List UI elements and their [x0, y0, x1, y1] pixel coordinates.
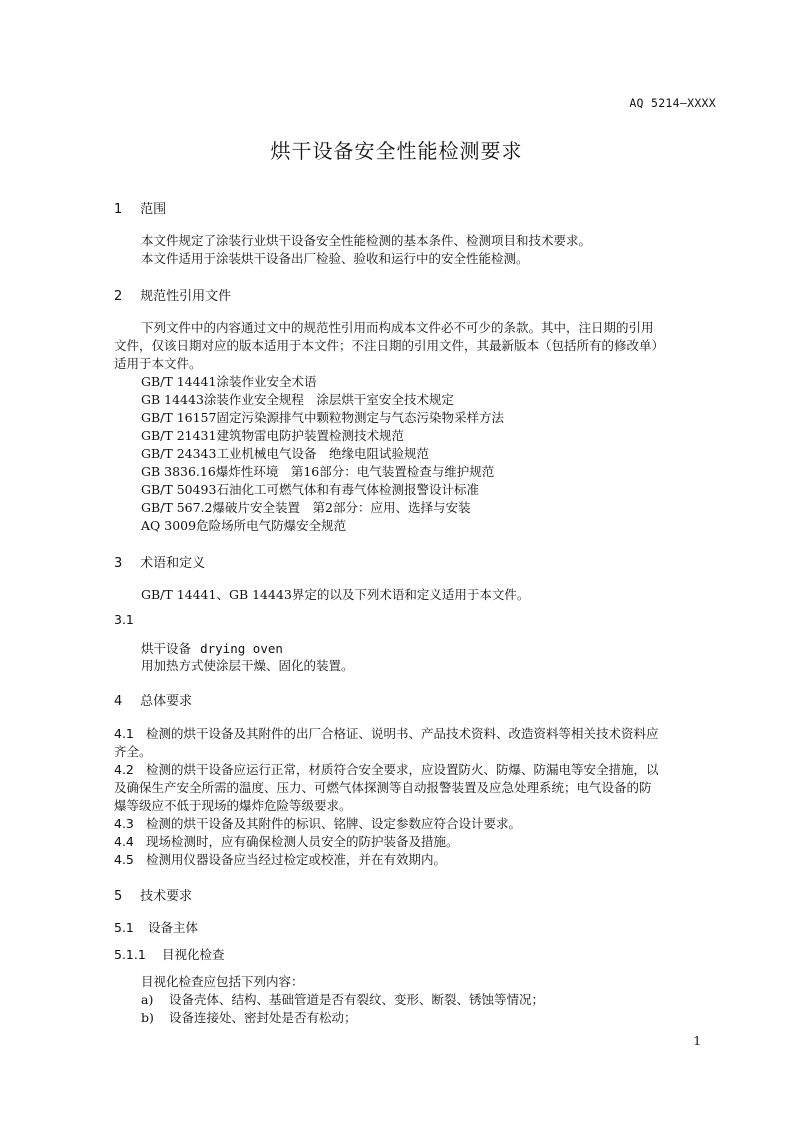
reference-item [141, 462, 494, 480]
term-definition: 用加热方式使涂层干燥、固化的装置。 [141, 658, 354, 673]
paragraph-line: 齐全。 [114, 744, 152, 759]
list-item [141, 990, 544, 1008]
section-1-heading: 1 范围 [114, 202, 167, 217]
reference-item [141, 498, 470, 516]
reference-title: 工业机械电气设备 绝缘电阻试验规范 [216, 446, 429, 461]
paragraph-line: 适用于本文件。 [114, 356, 202, 371]
term-english: drying oven [200, 641, 283, 656]
section-4-heading: 4 总体要求 [114, 694, 193, 709]
reference-code: GB 3836.16 [141, 464, 216, 479]
subsection-5-1-heading: 5.1 设备主体 [114, 920, 199, 935]
page-number: 1 [693, 1034, 701, 1048]
reference-title: 涂装作业安全术语 [216, 374, 317, 389]
list-item-label: a) [141, 992, 154, 1007]
reference-title: 涂装作业安全规程 涂层烘干室安全技术规定 [203, 392, 454, 407]
paragraph: 目视化检查应包括下列内容： [141, 974, 304, 989]
clause-4-4: 4.4 现场检测时，应有确保检测人员安全的防护装备及措施。 [114, 834, 459, 849]
reference-code: GB/T 567.2 [141, 500, 213, 515]
reference-title: 石油化工可燃气体和有毒气体检测报警设计标准 [216, 482, 479, 497]
reference-title: 固定污染源排气中颗粒物测定与气态污染物采样方法 [216, 410, 504, 425]
paragraph: GB/T 14441、GB 14443界定的以及下列术语和定义适用于本文件。 [141, 587, 530, 602]
paragraph-line: 爆等级应不低于现场的爆炸危险等级要求。 [114, 798, 352, 813]
clause-4-2: 4.2 检测的烘干设备应运行正常，材质符合安全要求，应设置防火、防爆、防漏电等安全措施，以 [114, 762, 659, 777]
reference-code: GB/T 16157 [141, 410, 217, 425]
section-5-heading: 5 技术要求 [114, 889, 193, 904]
reference-title: 建筑物雷电防护装置检测技术规范 [216, 428, 404, 443]
reference-code: GB 14443 [141, 392, 204, 407]
document-code: AQ 5214—XXXX [629, 96, 716, 110]
reference-item [141, 390, 454, 408]
list-item-text: 设备连接处、密封处是否有松动； [169, 1010, 357, 1025]
paragraph-line: 文件，仅该日期对应的版本适用于本文件；不注日期的引用文件，其最新版本（包括所有的修改单） [114, 338, 665, 353]
list-item [141, 1008, 357, 1026]
reference-item [141, 480, 479, 498]
reference-title: 危险场所电气防爆安全规范 [196, 518, 347, 533]
reference-code: GB/T 50493 [141, 482, 217, 497]
paragraph: 本文件规定了涂装行业烘干设备安全性能检测的基本条件、检测项目和技术要求。 [141, 233, 592, 248]
paragraph: 本文件适用于涂装烘干设备出厂检验、验收和运行中的安全性能检测。 [141, 251, 529, 266]
reference-code: GB/T 24343 [141, 446, 217, 461]
section-2-heading: 2 规范性引用文件 [114, 289, 232, 304]
reference-title: 爆炸性环境 第16部分：电气装置检查与维护规范 [215, 464, 495, 479]
reference-item [141, 408, 504, 426]
reference-item [141, 516, 346, 534]
clause-4-5: 4.5 检测用仪器设备应当经过检定或校准，并在有效期内。 [114, 852, 447, 867]
reference-item [141, 372, 316, 390]
clause-4-3: 4.3 检测的烘干设备及其附件的标识、铭牌、设定参数应符合设计要求。 [114, 816, 522, 831]
term-number: 3.1 [114, 612, 134, 627]
term-entry [141, 638, 283, 657]
reference-code: GB/T 21431 [141, 428, 217, 443]
list-item-text: 设备壳体、结构、基础管道是否有裂纹、变形、断裂、锈蚀等情况； [169, 992, 545, 1007]
paragraph-line: 及确保生产安全所需的温度、压力、可燃气体探测等自动报警装置及应急处理系统；电气设备的防 [114, 780, 652, 795]
reference-code: AQ 3009 [141, 518, 197, 533]
document-title: 烘干设备安全性能检测要求 [270, 139, 523, 163]
reference-code: GB/T 14441 [141, 374, 217, 389]
reference-item [141, 426, 404, 444]
list-item-label: b) [141, 1010, 154, 1025]
term-chinese: 烘干设备 [141, 641, 192, 656]
clause-4-1: 4.1 检测的烘干设备及其附件的出厂合格证、说明书、产品技术资料、改造资料等相关技术资料应 [114, 726, 659, 741]
reference-title: 爆破片安全装置 第2部分：应用、选择与安装 [212, 500, 471, 515]
subsection-5-1-1-heading: 5.1.1 目视化检查 [114, 947, 225, 962]
paragraph-line: 下列文件中的内容通过文中的规范性引用而构成本文件必不可少的条款。其中，注日期的引用 [141, 320, 654, 335]
reference-item [141, 444, 429, 462]
section-3-heading: 3 术语和定义 [114, 556, 206, 571]
